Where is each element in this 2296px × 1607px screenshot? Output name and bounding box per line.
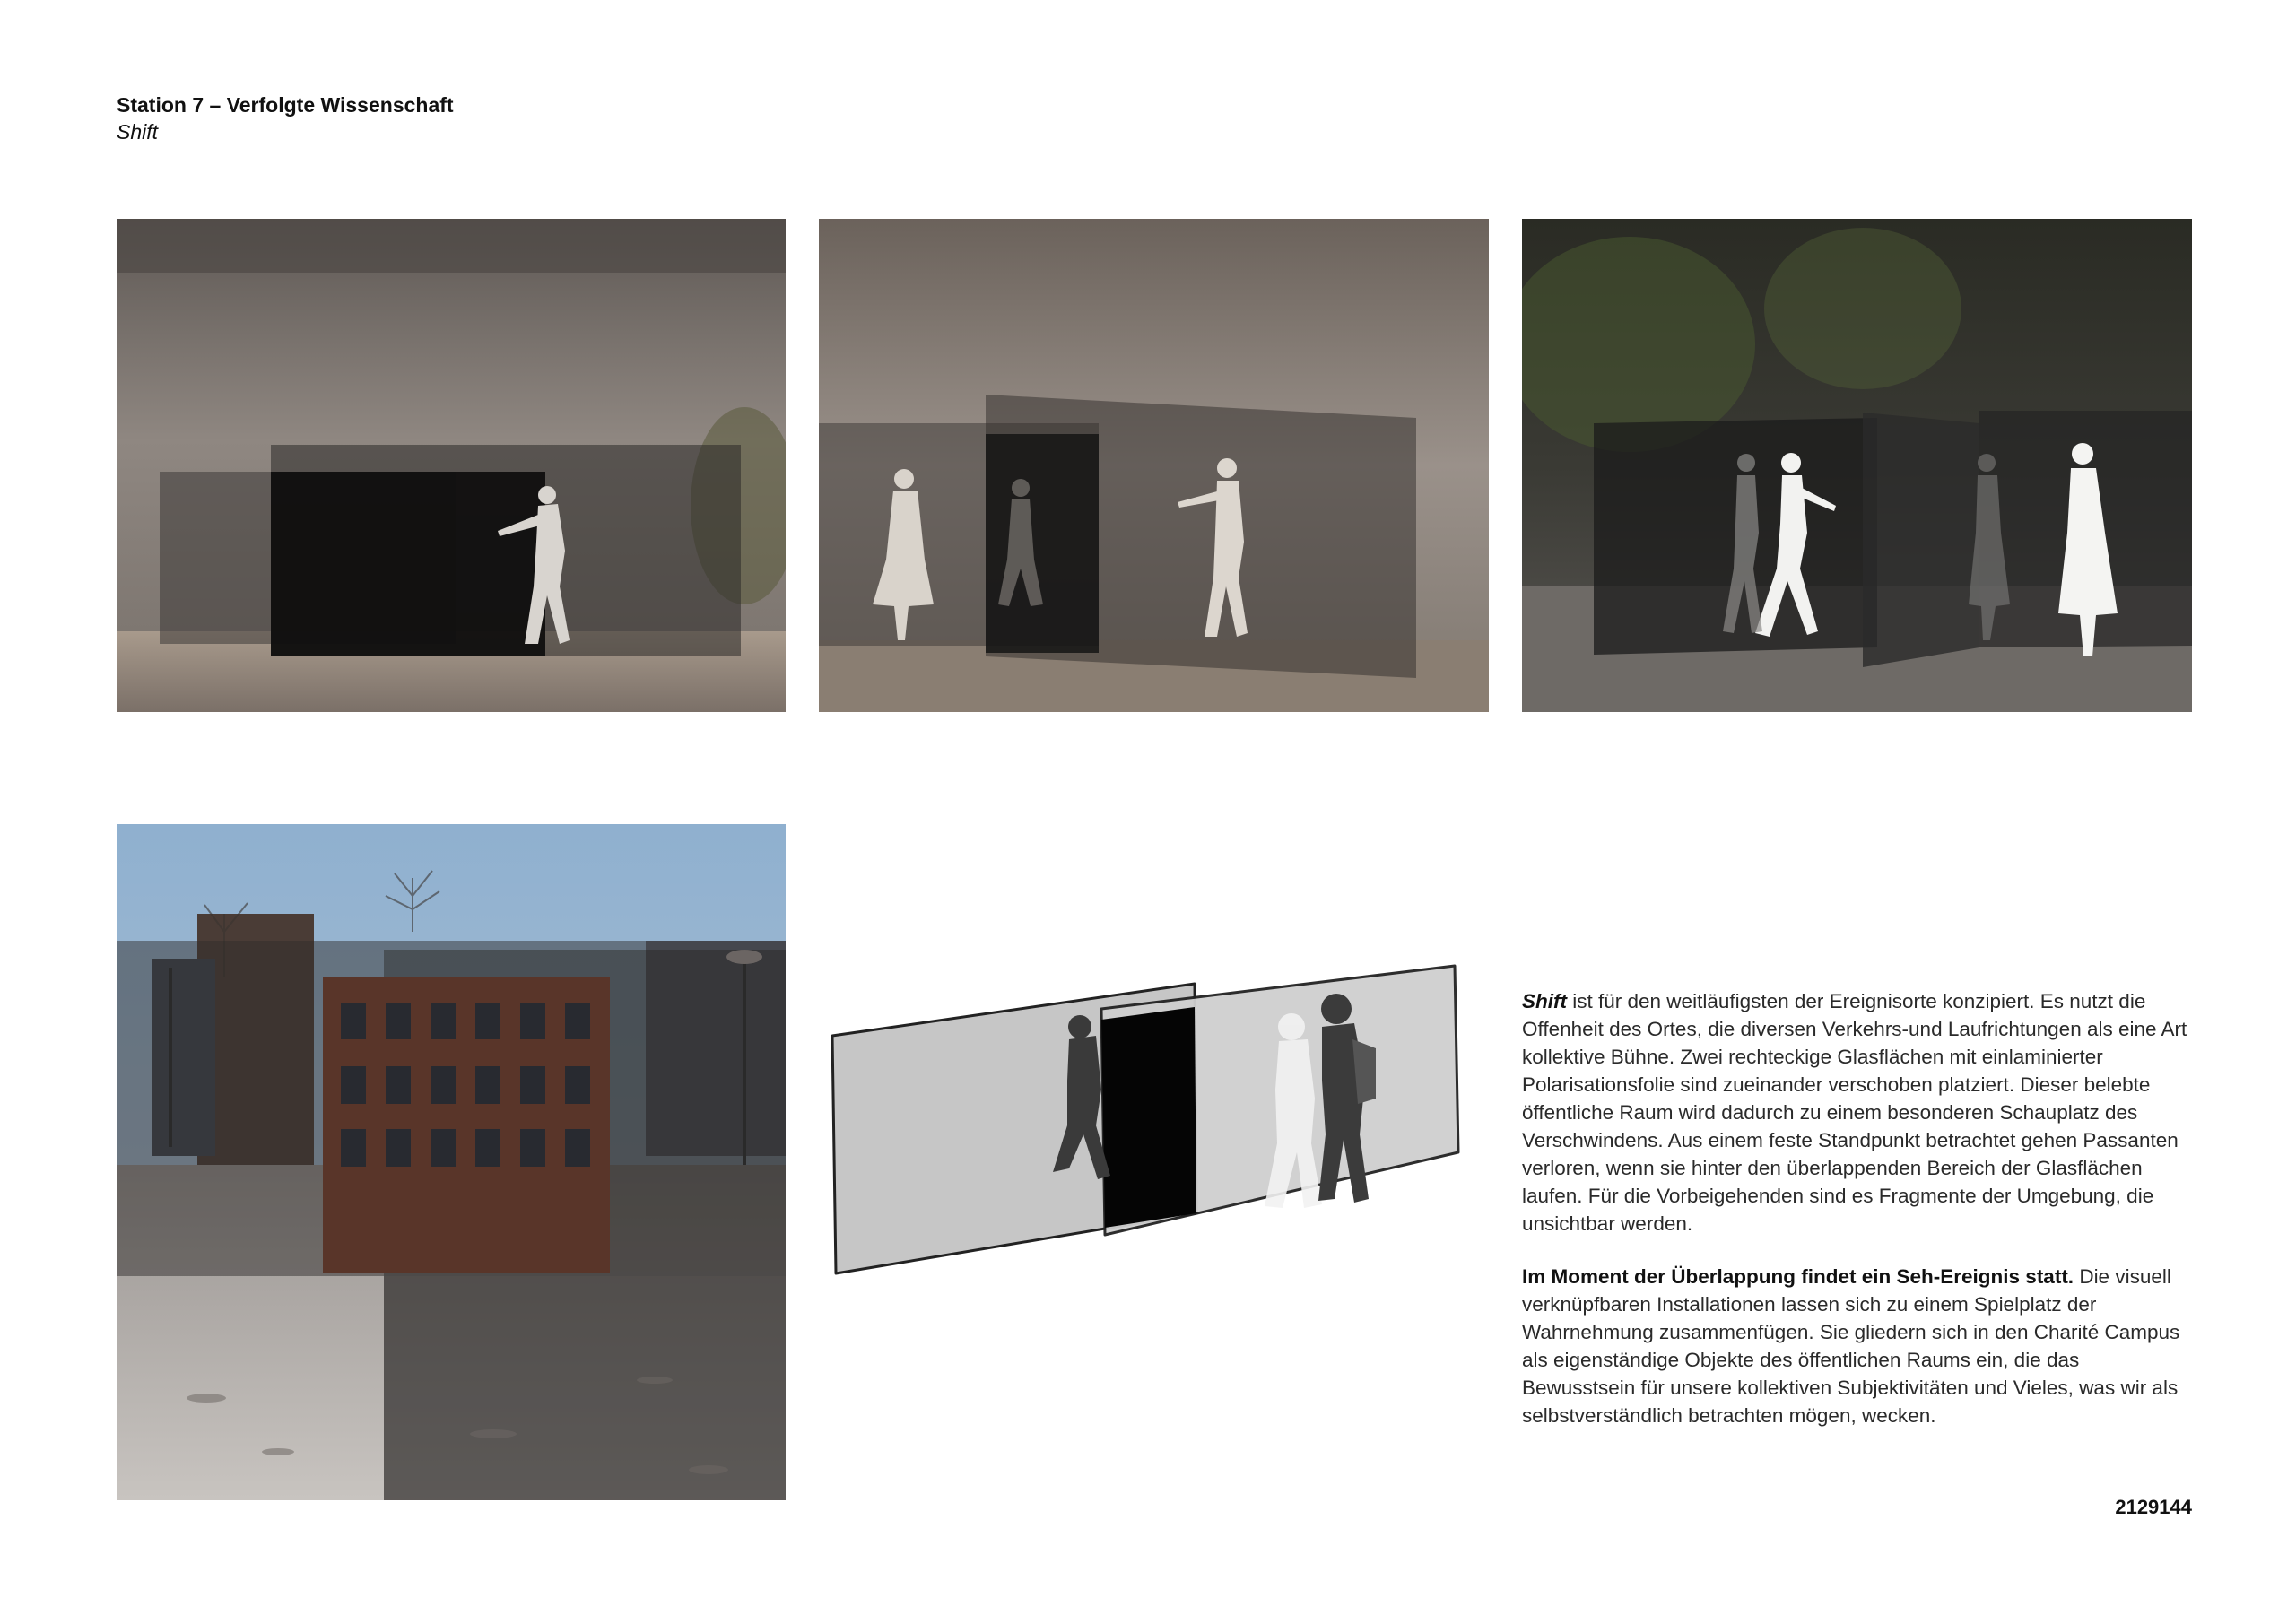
page-subtitle: Shift: [117, 120, 159, 143]
description-text: [1522, 987, 2195, 1455]
model-photo-1: [117, 219, 786, 712]
shift-lead: Shift: [1522, 990, 1567, 1012]
paragraph-2: [1522, 1263, 2195, 1429]
page-title: Station 7 – Verfolgte Wissenschaft: [117, 93, 454, 117]
paragraph-2-lead: Im Moment der Überlappung findet ein Seh-Ereignis statt.: [1522, 1265, 2074, 1288]
paragraph-2-body: Die visuell verknüpfbaren Installationen lassen sich zu einem Spielplatz der Wahrnehmung zusammenfügen. Sie gliedern sich in den Charité Campus als eigenständige Objekte des öffentlichen Raums ein, die das Bewusstsein für unsere kollektiven Subjektivitäten und Vieles, was wir als selbstverständlich betrachten mögen, wecken.: [1522, 1265, 2180, 1427]
paragraph-1: [1522, 987, 2195, 1238]
concept-sketch: [827, 964, 1473, 1282]
model-photo-2: [819, 219, 1489, 712]
page-number: 2129144: [2115, 1496, 2192, 1518]
campus-photo: [117, 824, 786, 1500]
paragraph-1-body: ist für den weitläufigsten der Ereignisorte konzipiert. Es nutzt die Offenheit des Ortes, die diversen Verkehrs-und Laufrichtungen als eine Art kollektive Bühne. Zwei rechteckige Glasflächen mit einlaminierter Polarisationsfolie sind zueinander verschoben platziert. Dieser belebte öffentliche Raum wird dadurch zu einem besonderen Schauplatz des Verschwindens. Aus einem feste Standpunkt betrachtet gehen Passanten verloren, wenn sie hinter den überlappenden Bereich der Glasflächen laufen. Für die Vorbeigehenden sind es Fragmente der Umgebung, die unsichtbar werden.: [1522, 990, 2187, 1235]
model-photo-3: [1522, 219, 2192, 712]
